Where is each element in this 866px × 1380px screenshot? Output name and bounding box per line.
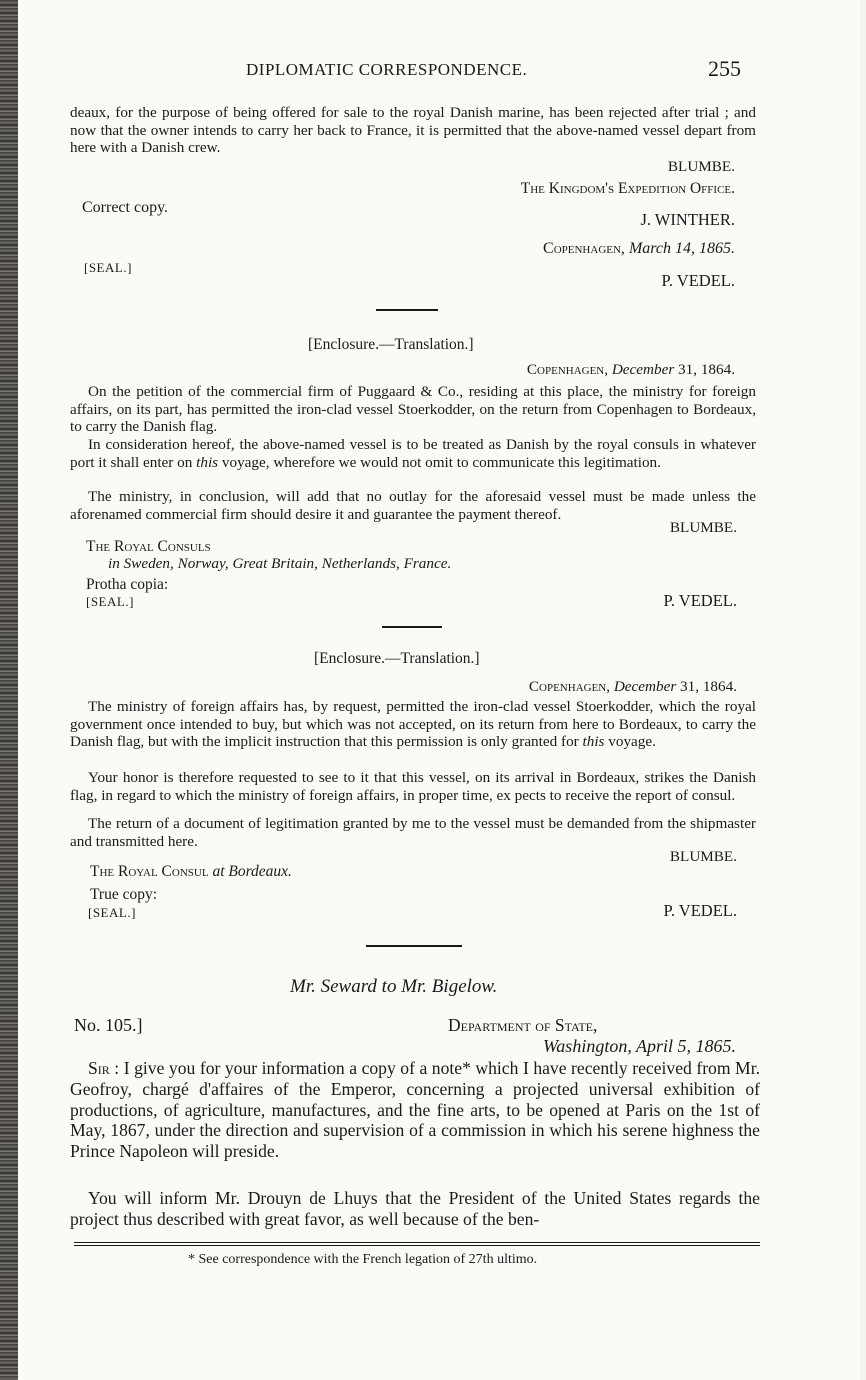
enclosure2-paragraph-1 [70, 698, 756, 751]
enclosure2-addressee [90, 863, 292, 881]
enclosure1-addressee-places-text: in Sweden, Norway, Great Britain, Netherlands, France. [108, 555, 452, 572]
enclosure1-signer: P. VEDEL. [663, 591, 737, 610]
enclosure1-paragraph-2-text-b: voyage, wherefore we would not omit to communicate this legitimation. [221, 453, 661, 471]
letter2-department: Department of State, [448, 1015, 598, 1035]
letter1-signer3: P. VEDEL. [661, 271, 735, 290]
letter1-place-date [543, 240, 735, 258]
enclosure1-seal: [SEAL.] [86, 594, 134, 609]
enclosure2-place-date [529, 678, 737, 696]
running-title: DIPLOMATIC CORRESPONDENCE. [246, 60, 528, 79]
letter2-place-date: Washington, April 5, 1865. [542, 1036, 736, 1056]
letter1-seal: [SEAL.] [84, 260, 132, 275]
letter2-paragraph-1-text: I give you for your information a copy of a note* which I have recently received from Mr. Geofroy, chargé d'affaires of the Emperor, concerning a projected universal exhibition of productions, of agriculture, manufactures, and the fine arts, to be opened at Paris on the 1st of May, 1867, under the direction and supervision of a commission in which his serene highness the Prince Napoleon will preside. [70, 1058, 760, 1162]
section-divider [382, 626, 442, 628]
book-binding-edge [0, 0, 18, 1380]
enclosure2-heading: [Enclosure.—Translation.] [314, 650, 480, 667]
enclosure1-date-rest: 31, 1864. [678, 361, 735, 378]
enclosure1-place: Copenhagen, [526, 361, 609, 378]
section-divider [366, 945, 462, 947]
letter2-salutation: Sir : [88, 1058, 120, 1078]
page-number: 255 [708, 56, 741, 81]
enclosure1-addressee-places [108, 555, 451, 573]
letter1-office: The Kingdom's Expedition Office. [520, 180, 735, 197]
enclosure2-seal: [SEAL.] [88, 905, 136, 920]
enclosure1-date-month: December [611, 361, 675, 378]
letter2-paragraph-2: You will inform Mr. Drouyn de Lhuys that the President of the United States regards the project thus described with great favor, as well because of the ben- [70, 1188, 760, 1229]
enclosure2-signer: P. VEDEL. [663, 901, 737, 920]
letter1-signer2: J. WINTHER. [640, 210, 735, 229]
enclosure1-copy-note: Protha copia: [86, 576, 169, 593]
enclosure1-addressee [86, 538, 211, 556]
letter1-copy-note: Correct copy. [82, 199, 169, 216]
footnote-rule [74, 1242, 760, 1243]
enclosure1-paragraph-1: On the petition of the commercial firm of Puggaard & Co., residing at this place, the ministry for foreign affairs, on its part, has permitted the iron-clad vessel Stoerkodder, on the return from Copenhagen to Bordeaux, to carry the Danish flag. [70, 383, 756, 436]
enclosure2-place: Copenhagen, [528, 678, 611, 695]
enclosure1-heading: [Enclosure.—Translation.] [308, 336, 474, 353]
enclosure1-paragraph-2-text-a: In consideration hereof, the above-named vessel is to be treated as Danish by the royal consuls in whatever port it shall enter on [70, 436, 756, 471]
enclosure2-paragraph-2: Your honor is therefore requested to see to it that this vessel, on its arrival in Bordeaux, strikes the Danish flag, in regard to which the ministry of foreign affairs, in proper time, ex pects to receive the report of consul. [70, 769, 756, 804]
enclosure2-paragraph-1-text-b: voyage. [608, 733, 656, 751]
enclosure2-date-month: December [613, 678, 677, 695]
letter1-place: Copenhagen, [543, 240, 625, 257]
enclosure2-addressee-text: The Royal Consul [90, 863, 209, 880]
footnote-rule [74, 1245, 760, 1246]
enclosure1-signature: BLUMBE. [669, 519, 737, 536]
enclosure1-paragraph-2 [70, 436, 756, 471]
letter1-date: March 14, 1865. [628, 240, 735, 257]
enclosure2-addressee-place: at Bordeaux. [212, 863, 292, 880]
letter1-continuation: deaux, for the purpose of being offered for sale to the royal Danish marine, has been rejected after trial ; and now that the owner intends to carry her back to France, it is permitted that the above-named vessel depart from here with a Danish crew. [70, 104, 756, 157]
section-divider [376, 309, 438, 311]
enclosure2-paragraph-3: The return of a document of legitimation granted by me to the vessel must be demanded from the shipmaster and transmitted here. [70, 815, 756, 850]
enclosure2-paragraph-1-emphasis: this [582, 733, 605, 751]
enclosure2-signature: BLUMBE. [669, 848, 737, 865]
enclosure2-date-rest: 31, 1864. [680, 678, 737, 695]
enclosure1-paragraph-2-emphasis: this [196, 453, 219, 471]
letter2-number: No. 105.] [74, 1015, 143, 1035]
letter2-paragraph-1 [70, 1058, 760, 1162]
enclosure2-copy-note: True copy: [90, 886, 158, 903]
enclosure1-addressee-text: The Royal Consuls [86, 538, 211, 555]
letter1-signature: BLUMBE. [667, 158, 735, 175]
enclosure2-paragraph-1-text-a: The ministry of foreign affairs has, by request, permitted the iron-clad vessel Stoerkodder, which the royal government once intended to buy, but which was not accepted, on its return from here to Bordeaux, to carry the Danish flag, but with the implicit instruction that this permission is only granted for [70, 698, 756, 751]
letter2-title: Mr. Seward to Mr. Bigelow. [290, 976, 498, 997]
enclosure1-place-date [527, 361, 735, 379]
enclosure1-paragraph-3: The ministry, in conclusion, will add that no outlay for the aforesaid vessel must be made unless the aforenamed commercial firm should desire it and guarantee the payment thereof. [70, 488, 756, 523]
document-page [18, 0, 860, 1380]
footnote: * See correspondence with the French legation of 27th ultimo. [188, 1252, 538, 1267]
